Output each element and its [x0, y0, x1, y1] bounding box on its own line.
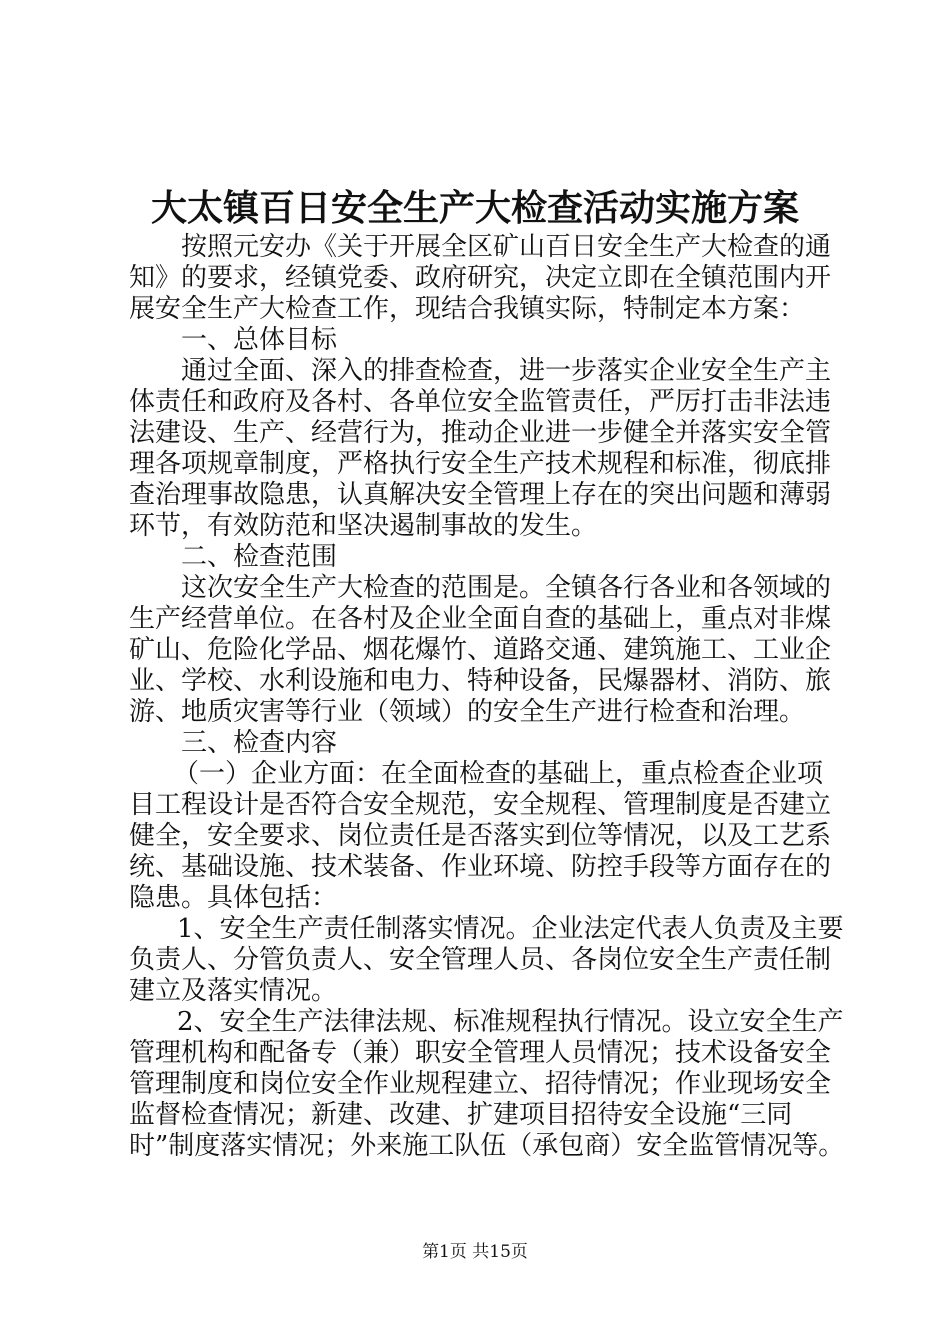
section-heading: 二、检查范围	[181, 542, 338, 572]
paragraph-line: 统、基础设施、技术装备、作业环境、防控手段等方面存在的	[129, 852, 832, 882]
paragraph-line: 法建设、生产、经营行为，推动企业进一步健全并落实安全管	[129, 418, 832, 448]
paragraph-line: 矿山、危险化学品、烟花爆竹、道路交通、建筑施工、工业企	[129, 635, 832, 665]
paragraph-line: 管理机构和配备专（兼）职安全管理人员情况；技术设备安全	[129, 1038, 832, 1068]
paragraph-line: 监督检查情况；新建、改建、扩建项目招待安全设施“三同	[129, 1100, 793, 1130]
paragraph-line: 体责任和政府及各村、各单位安全监管责任，严厉打击非法违	[129, 387, 832, 417]
paragraph-line: 建立及落实情况。	[129, 976, 338, 1006]
paragraph-line: 健全，安全要求、岗位责任是否落实到位等情况，以及工艺系	[129, 821, 832, 851]
page-number-footer: 第1页 共15页	[422, 1242, 528, 1262]
paragraph-line: 2、安全生产法律法规、标准规程执行情况。设立安全生产	[177, 1007, 844, 1037]
paragraph-line: （一）企业方面：在全面检查的基础上，重点检查企业项	[173, 759, 824, 789]
paragraph-line: 游、地质灾害等行业（领域）的安全生产进行检查和治理。	[129, 697, 806, 727]
document-title: 大太镇百日安全生产大检查活动实施方案	[150, 187, 799, 229]
paragraph-line: 理各项规章制度，严格执行安全生产技术规程和标准，彻底排	[129, 449, 832, 479]
paragraph-line: 环节，有效防范和坚决遏制事故的发生。	[129, 511, 598, 541]
paragraph-line: 1、安全生产责任制落实情况。企业法定代表人负责及主要	[177, 914, 844, 944]
section-heading: 三、检查内容	[181, 728, 338, 758]
paragraph-line: 通过全面、深入的排查检查，进一步落实企业安全生产主	[181, 356, 832, 386]
paragraph-line: 负责人、分管负责人、安全管理人员、各岗位安全生产责任制	[129, 945, 832, 975]
document-body	[129, 232, 845, 1162]
section-heading: 一、总体目标	[181, 325, 338, 355]
paragraph-line: 业、学校、水利设施和电力、特种设备，民爆器材、消防、旅	[129, 666, 832, 696]
paragraph-line: 生产经营单位。在各村及企业全面自查的基础上，重点对非煤	[129, 604, 832, 634]
paragraph-line: 按照元安办《关于开展全区矿山百日安全生产大检查的通	[181, 232, 832, 262]
paragraph-line: 这次安全生产大检查的范围是。全镇各行各业和各领域的	[181, 573, 832, 603]
paragraph-line: 隐患。具体包括：	[129, 883, 338, 913]
paragraph-line: 时”制度落实情况；外来施工队伍（承包商）安全监管情况等。	[129, 1131, 845, 1161]
paragraph-line: 管理制度和岗位安全作业规程建立、招待情况；作业现场安全	[129, 1069, 832, 1099]
paragraph-line: 知》的要求，经镇党委、政府研究，决定立即在全镇范围内开	[129, 263, 832, 293]
paragraph-line: 展安全生产大检查工作，现结合我镇实际，特制定本方案：	[129, 294, 806, 324]
paragraph-line: 目工程设计是否符合安全规范，安全规程、管理制度是否建立	[129, 790, 832, 820]
paragraph-line: 查治理事故隐患，认真解决安全管理上存在的突出问题和薄弱	[129, 480, 832, 510]
